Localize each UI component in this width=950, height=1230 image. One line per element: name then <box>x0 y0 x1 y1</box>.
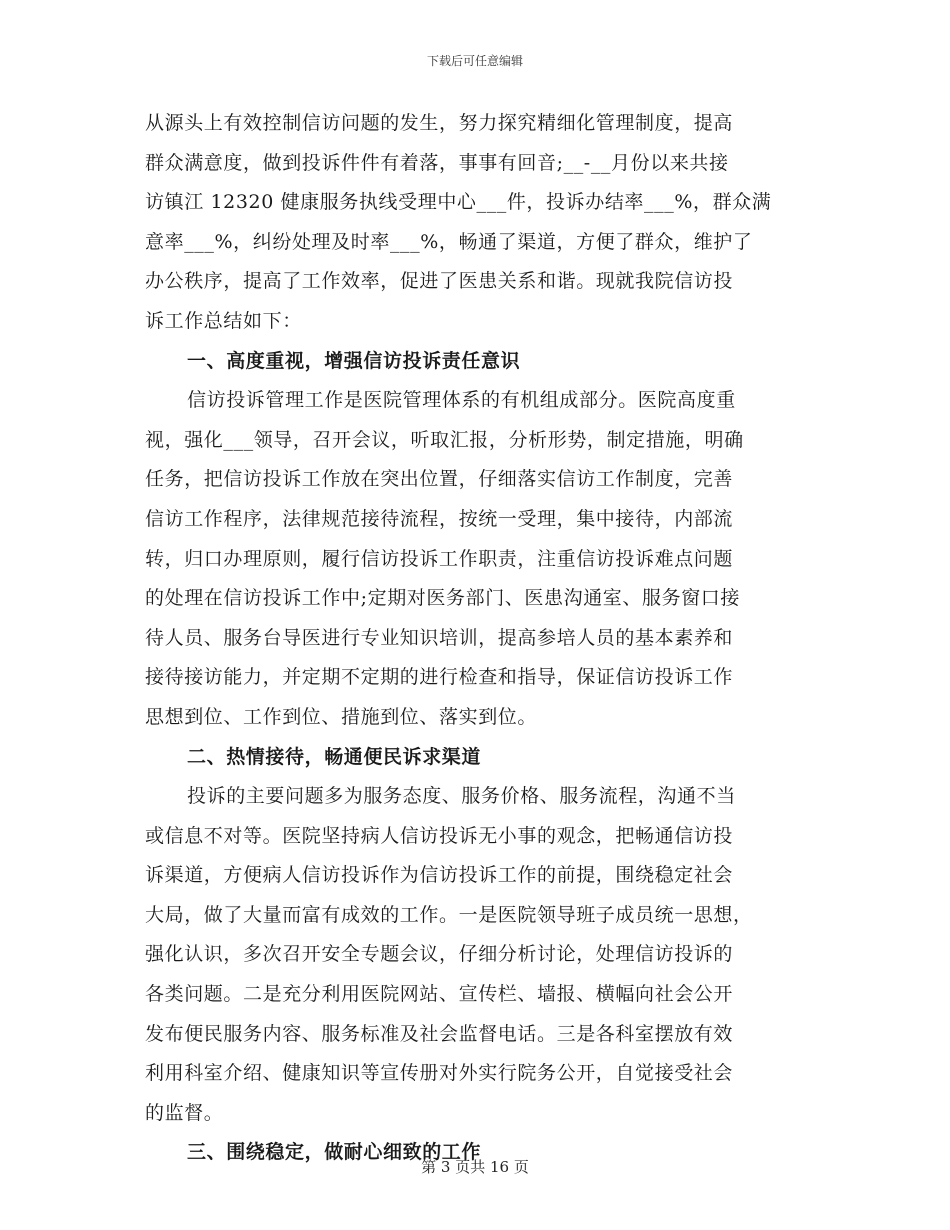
text-line: 访镇江 12320 健康服务执线受理中心___件，投诉办结率___%，群众满 <box>145 191 772 214</box>
text-line: 的处理在信访投诉工作中;定期对医务部门、医患沟通室、服务窗口接 <box>145 587 741 610</box>
text-line: 任务，把信访投诉工作放在突出位置，仔细落实信访工作制度，完善 <box>145 468 734 491</box>
text-line: 投诉的主要问题多为服务态度、服务价格、服务流程，沟通不当 <box>187 785 736 808</box>
text-line: 视，强化___领导，召开会议，听取汇报，分析形势，制定措施，明确 <box>145 428 744 451</box>
text-line: 信访投诉管理工作是医院管理体系的有机组成部分。医院高度重 <box>187 389 736 412</box>
section-heading-3: 三、围绕稳定，做耐心细致的工作 <box>187 1141 482 1164</box>
text-line: 信访工作程序，法律规范接待流程，按统一受理，集中接待，内部流 <box>145 507 734 530</box>
section-heading-1: 一、高度重视，增强信访投诉责任意识 <box>187 349 521 372</box>
text-line: 办公秩序，提高了工作效率，促进了医患关系和谐。现就我院信访投 <box>145 270 734 293</box>
text-line: 思想到位、工作到位、措施到位、落实到位。 <box>145 705 538 728</box>
text-line: 大局，做了大量而富有成效的工作。一是医院领导班子成员统一思想， <box>145 903 753 926</box>
text-line: 诉渠道，方便病人信访投诉作为信访投诉工作的前提，围绕稳定社会 <box>145 864 734 887</box>
text-line: 接待接访能力，并定期不定期的进行检查和指导，保证信访投诉工作 <box>145 666 734 689</box>
text-line: 待人员、服务台导医进行专业知识培训，提高参培人员的基本素养和 <box>145 626 734 649</box>
text-line: 从源头上有效控制信访问题的发生，努力探究精细化管理制度，提高 <box>145 112 734 134</box>
text-line: 的监督。 <box>145 1101 224 1124</box>
text-line: 转，归口办理原则，履行信访投诉工作职责，注重信访投诉难点问题 <box>145 547 734 570</box>
text-line: 诉工作总结如下： <box>145 309 302 332</box>
page-header: 下载后可任意编辑 <box>426 54 523 68</box>
section-1-paragraph <box>145 381 807 737</box>
document-body <box>145 104 807 1173</box>
section-heading-2: 二、热情接待，畅通便民诉求渠道 <box>187 745 482 768</box>
text-line: 群众满意度，做到投诉件件有着落，事事有回音;__-__月份以来共接 <box>145 151 729 174</box>
intro-paragraph <box>145 104 807 342</box>
section-2-paragraph <box>145 777 807 1133</box>
text-line: 发布便民服务内容、服务标准及社会监督电话。三是各科室摆放有效 <box>145 1022 734 1045</box>
text-line: 或信息不对等。医院坚持病人信访投诉无小事的观念，把畅通信访投 <box>145 824 734 847</box>
text-line: 各类问题。二是充分利用医院网站、宣传栏、墙报、横幅向社会公开 <box>145 983 734 1006</box>
text-line: 利用科室介绍、健康知识等宣传册对外实行院务公开，自觉接受社会 <box>145 1062 734 1085</box>
text-line: 强化认识，多次召开安全专题会议，仔细分析讨论，处理信访投诉的 <box>145 943 734 966</box>
text-line: 意率___%，纠纷处理及时率___%，畅通了渠道，方便了群众，维护了 <box>145 230 753 253</box>
page-footer: 第 3 页共 16 页 <box>421 1158 529 1176</box>
